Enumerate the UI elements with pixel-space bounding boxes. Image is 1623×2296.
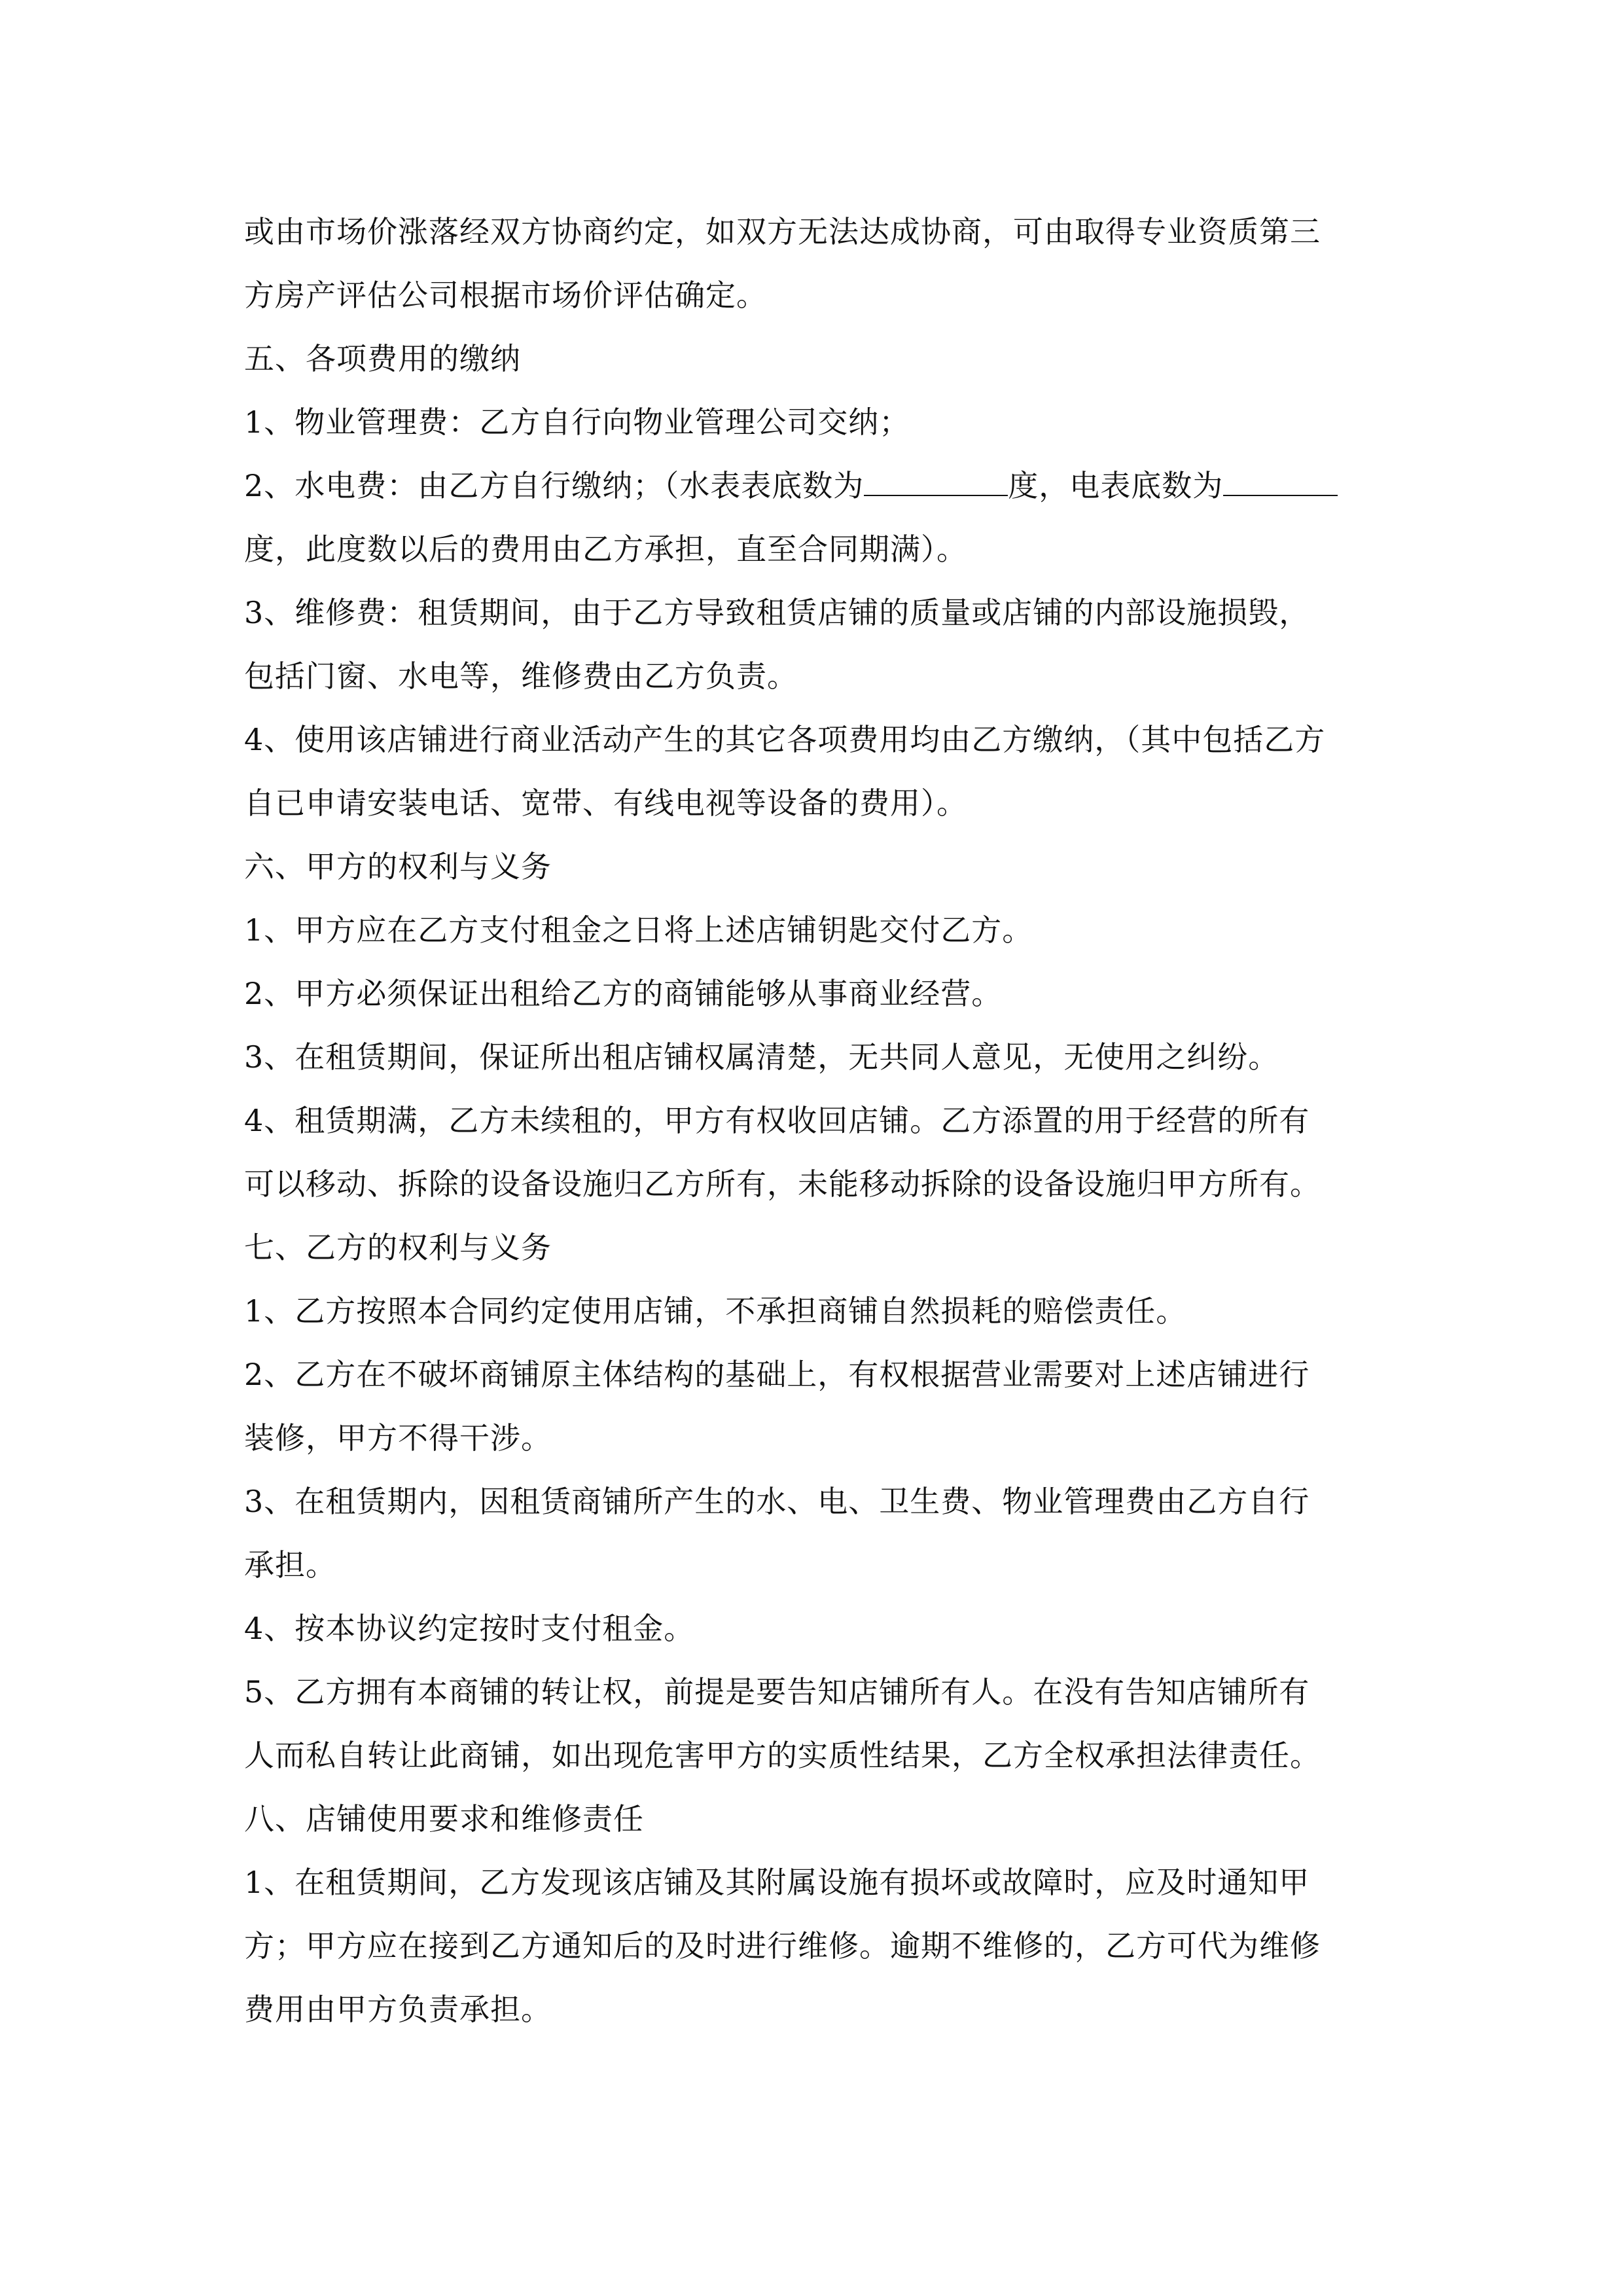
section-heading: 六、甲方的权利与义务 (244, 849, 552, 884)
section-heading: 五、各项费用的缴纳 (244, 341, 521, 376)
text-line: 2、甲方必须保证出租给乙方的商铺能够从事商业经营。 (244, 976, 1003, 1011)
text-line: 可以移动、拆除的设备设施归乙方所有，未能移动拆除的设备设施归甲方所有。 (244, 1166, 1321, 1202)
section-heading: 八、店铺使用要求和维修责任 (244, 1801, 644, 1837)
text-line: 1、甲方应在乙方支付租金之日将上述店铺钥匙交付乙方。 (244, 912, 1033, 948)
text-line: 3、在租赁期间，保证所出租店铺权属清楚，无共同人意见，无使用之纠纷。 (244, 1039, 1279, 1075)
text-line: 费用由甲方负责承担。 (244, 1992, 552, 2027)
text-line-with-blanks (244, 466, 1338, 505)
text-line: 度，此度数以后的费用由乙方承担，直至合同期满）。 (244, 531, 967, 567)
fill-blank (1223, 469, 1338, 496)
text-line: 5、乙方拥有本商铺的转让权，前提是要告知店铺所有人。在没有告知店铺所有 (244, 1674, 1310, 1710)
text-line: 2、乙方在不破坏商铺原主体结构的基础上，有权根据营业需要对上述店铺进行 (244, 1357, 1310, 1392)
section-heading: 七、乙方的权利与义务 (244, 1230, 552, 1265)
text-line: 承担。 (244, 1547, 336, 1583)
text-line: 1、乙方按照本合同约定使用店铺，不承担商铺自然损耗的赔偿责任。 (244, 1293, 1187, 1329)
text-line: 人而私自转让此商铺，如出现危害甲方的实质性结果，乙方全权承担法律责任。 (244, 1738, 1321, 1773)
text-line: 3、在租赁期内，因租赁商铺所产生的水、电、卫生费、物业管理费由乙方自行 (244, 1484, 1310, 1519)
text-line: 4、按本协议约定按时支付租金。 (244, 1611, 695, 1646)
text-segment: 度，电表底数为 (1008, 468, 1224, 503)
text-line: 4、租赁期满，乙方未续租的，甲方有权收回店铺。乙方添置的用于经营的所有 (244, 1103, 1310, 1138)
text-line: 4、使用该店铺进行商业活动产生的其它各项费用均由乙方缴纳，（其中包括乙方 (244, 722, 1326, 757)
text-line: 3、维修费：租赁期间，由于乙方导致租赁店铺的质量或店铺的内部设施损毁， (244, 595, 1310, 630)
text-line: 自已申请安装电话、宽带、有线电视等设备的费用）。 (244, 785, 967, 821)
text-line: 1、物业管理费：乙方自行向物业管理公司交纳； (244, 404, 910, 440)
fill-blank (864, 469, 1008, 496)
text-line: 或由市场价涨落经双方协商约定，如双方无法达成协商，可由取得专业资质第三 (244, 214, 1321, 249)
text-line: 1、在租赁期间，乙方发现该店铺及其附属设施有损坏或故障时，应及时通知甲 (244, 1865, 1310, 1900)
text-line: 装修，甲方不得干涉。 (244, 1420, 552, 1456)
text-line: 方；甲方应在接到乙方通知后的及时进行维修。逾期不维修的，乙方可代为维修 (244, 1928, 1321, 1964)
text-line: 方房产评估公司根据市场价评估确定。 (244, 278, 767, 313)
text-line: 包括门窗、水电等，维修费由乙方负责。 (244, 658, 798, 694)
text-segment: 2、水电费：由乙方自行缴纳；（水表表底数为 (244, 468, 865, 503)
